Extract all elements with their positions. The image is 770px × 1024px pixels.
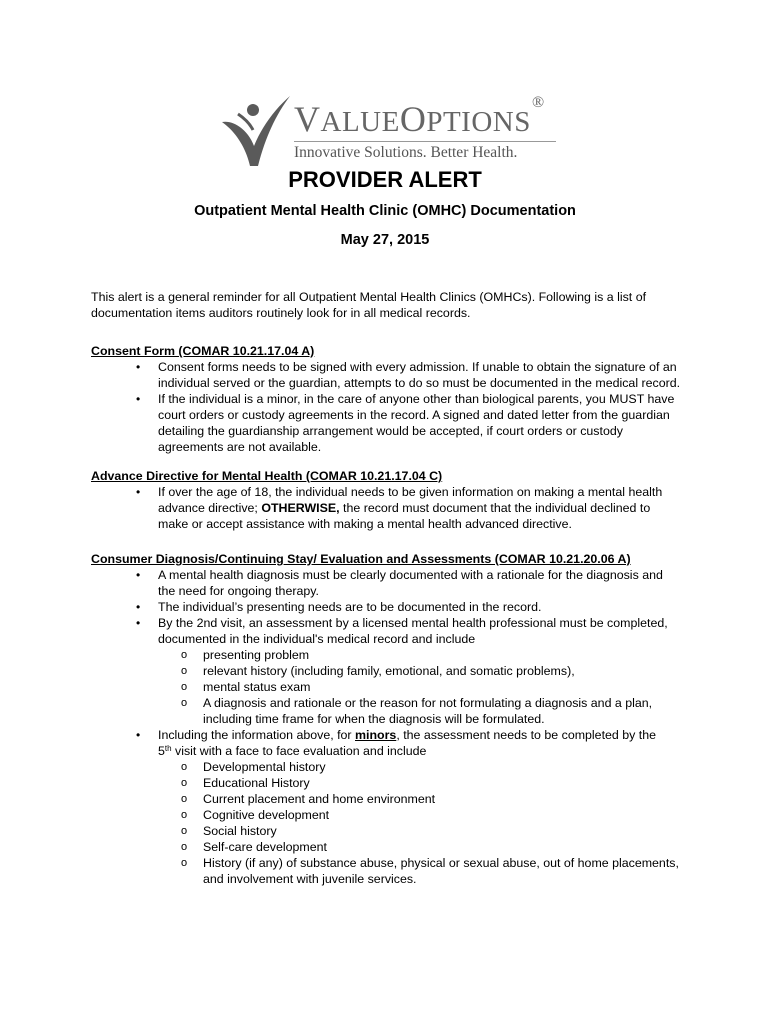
logo-rule <box>294 141 556 142</box>
sublist-item: o Self-care development <box>203 839 681 855</box>
sublist-item: o Current placement and home environment <box>203 791 681 807</box>
section-title-diagnosis: Consumer Diagnosis/Continuing Stay/ Evaluation and Assessments (COMAR 10.21.20.06 A) <box>91 552 631 566</box>
logo-wordmark: VALUEOPTIONS <box>294 99 531 139</box>
section-title-advance-directive: Advance Directive for Mental Health (COMAR 10.21.17.04 C) <box>91 469 443 483</box>
registered-mark: ® <box>532 94 545 111</box>
alert-date: May 27, 2015 <box>340 232 430 248</box>
diagnosis-list <box>91 567 681 887</box>
list-item: • Including the information above, for minors, the assessment needs to be completed by the 5th visit with a face to face evaluation and include o Developmental history o Educational History o Current placement and home environment o Cognitive development o Social history o Self-care development o History (if any) of substance abuse, physical or sexual abuse, out of home placements, and involvement with juvenile services. <box>158 727 681 887</box>
intro-paragraph: This alert is a general reminder for all Outpatient Mental Health Clinics (OMHCs). Following is a list of documentation items auditors routinely look for in all medical records. <box>91 290 647 320</box>
consent-list <box>91 359 681 455</box>
sublist-item: o presenting problem <box>203 647 681 663</box>
assessment-sublist <box>158 647 681 727</box>
advance-directive-list <box>91 484 681 532</box>
page-title: PROVIDER ALERT <box>288 167 482 192</box>
sublist-item: o History (if any) of substance abuse, physical or sexual abuse, out of home placements, and involvement with juvenile services. <box>203 855 681 887</box>
list-item: • The individual’s presenting needs are to be documented in the record. <box>158 599 681 615</box>
sublist-item: o Educational History <box>203 775 681 791</box>
list-item: • If the individual is a minor, in the care of anyone other than biological parents, you MUST have court orders or custody agreements in the record. A signed and dated letter from the guardian detailing the guardianship arrangement would be accepted, if court orders or custody agreements are not available. <box>158 391 681 455</box>
list-item: • A mental health diagnosis must be clearly documented with a rationale for the diagnosis and the need for ongoing therapy. <box>158 567 681 599</box>
sublist-item: o relevant history (including family, emotional, and somatic problems), <box>203 663 681 679</box>
sublist-item: o mental status exam <box>203 679 681 695</box>
valueoptions-logo <box>220 90 560 170</box>
logo-tagline: Innovative Solutions. Better Health. <box>294 144 518 161</box>
sublist-item: o Developmental history <box>203 759 681 775</box>
list-item: • If over the age of 18, the individual needs to be given information on making a mental health advance directive; OTHERWISE, the record must document that the individual declined to make or accept assistance with making a mental health advanced directive. <box>158 484 681 532</box>
minors-assessment-sublist <box>158 759 681 887</box>
alert-body <box>91 289 681 887</box>
list-item: • Consent forms needs to be signed with every admission. If unable to obtain the signature of an individual served or the guardian, attempts to do so must be documented in the medical record. <box>158 359 681 391</box>
page-subtitle: Outpatient Mental Health Clinic (OMHC) Documentation <box>194 203 576 219</box>
sublist-item: o A diagnosis and rationale or the reason for not formulating a diagnosis and a plan, including time frame for when the diagnosis will be formulated. <box>203 695 681 727</box>
sublist-item: o Social history <box>203 823 681 839</box>
list-item: • By the 2nd visit, an assessment by a licensed mental health professional must be completed, documented in the individual's medical record and include o presenting problem o relevant history (including family, emotional, and somatic problems), o mental status exam o A diagnosis and rationale or the reason for not formulating a diagnosis and a plan, including time frame for when the diagnosis will be formulated. <box>158 615 681 727</box>
sublist-item: o Cognitive development <box>203 807 681 823</box>
section-title-consent: Consent Form (COMAR 10.21.17.04 A) <box>91 344 315 358</box>
